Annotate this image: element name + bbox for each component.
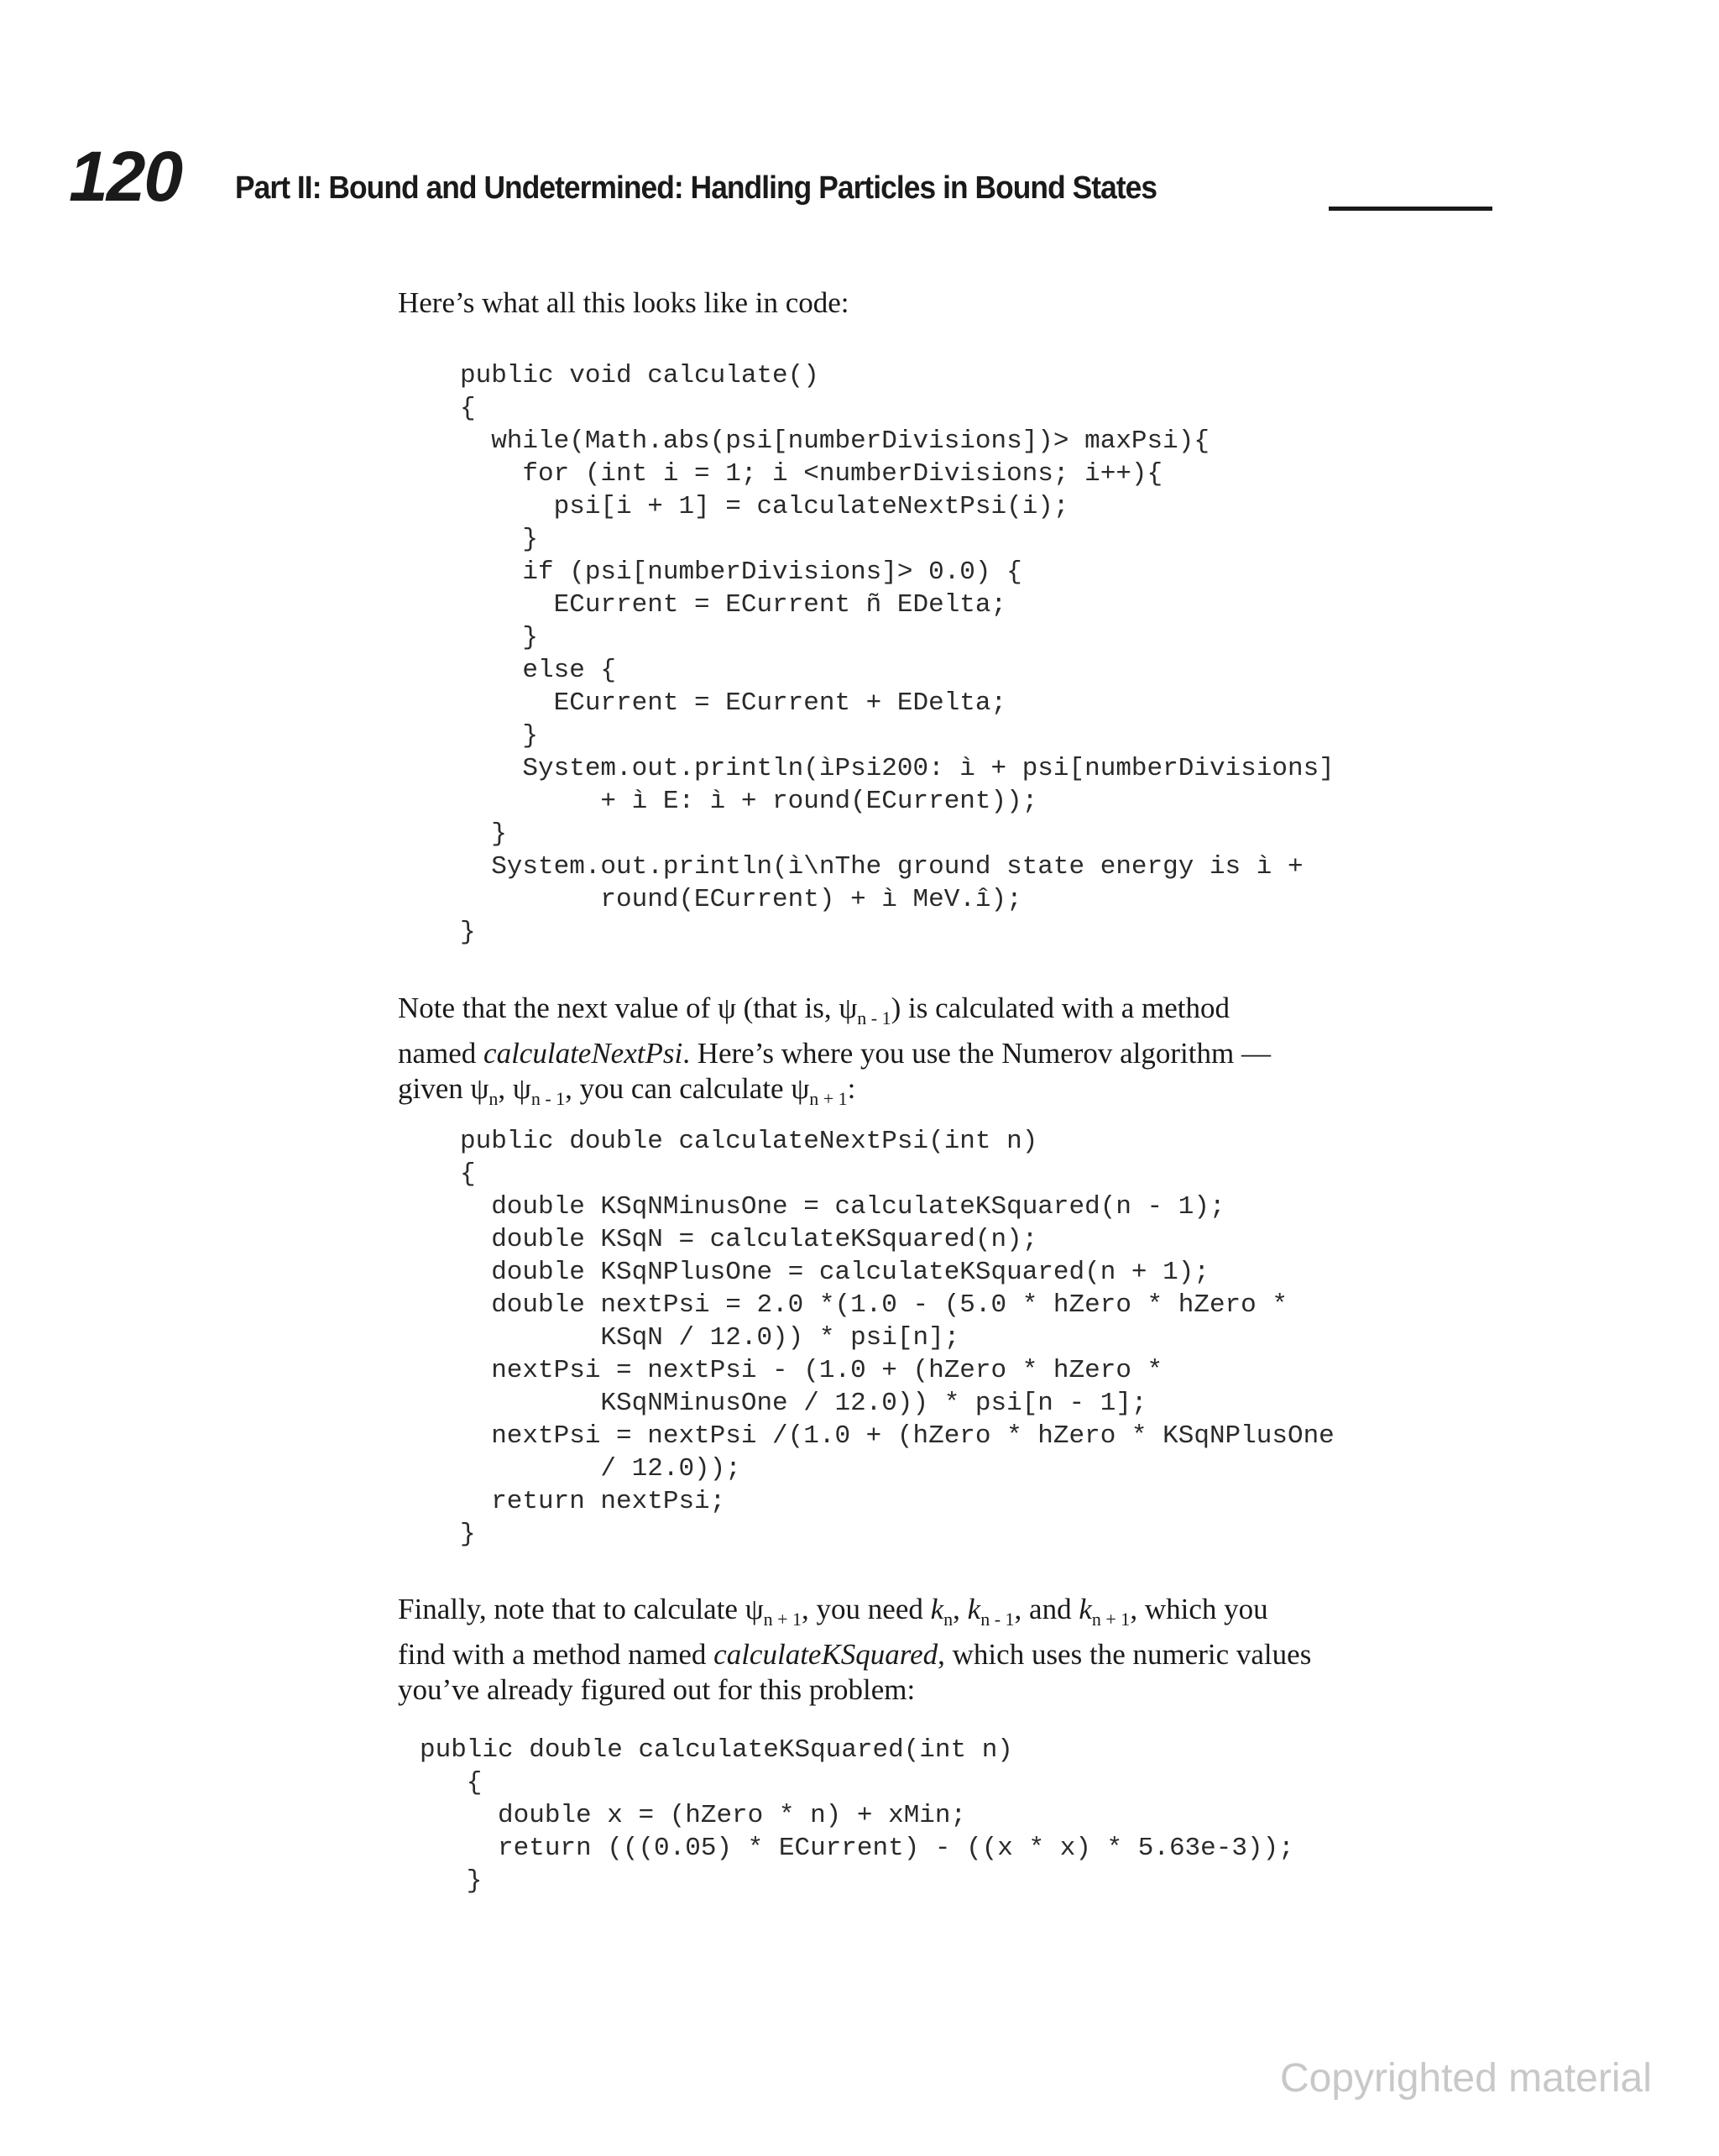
subscript: n + 1 — [1091, 1609, 1131, 1630]
code-line: nextPsi = nextPsi /(1.0 + (hZero * hZero * KSqNPlusOne — [460, 1421, 1335, 1451]
code-line: { — [420, 1768, 483, 1798]
code-line: else { — [460, 656, 617, 685]
code-block-calculate — [460, 359, 1335, 949]
code-line: public void calculate() — [460, 361, 819, 390]
code-line: round(ECurrent) + ì MeV.î); — [460, 885, 1022, 914]
copyright-watermark: Copyrighted material — [1280, 2056, 1652, 2101]
code-line: System.out.println(ìPsi200: ì + psi[numberDivisions] — [460, 754, 1335, 783]
code-line: { — [460, 394, 476, 423]
code-line: { — [460, 1159, 476, 1189]
variable-k: k — [967, 1593, 981, 1625]
code-line: } — [460, 623, 539, 652]
text-run: find with a method named — [398, 1638, 714, 1671]
code-line: System.out.println(ì\nThe ground state energy is ì + — [460, 852, 1304, 882]
text-run: . Here’s where you use the Numerov algorithm — — [682, 1037, 1271, 1070]
code-line: nextPsi = nextPsi - (1.0 + (hZero * hZero * — [460, 1356, 1163, 1385]
code-line: public double calculateNextPsi(int n) — [460, 1127, 1038, 1156]
text-run: , you can calculate ψ — [565, 1072, 810, 1105]
method-name: calculateNextPsi — [483, 1037, 683, 1070]
code-line: ECurrent = ECurrent + EDelta; — [460, 688, 1007, 718]
code-line: } — [460, 819, 507, 849]
note1-line-3 — [398, 1071, 1506, 1117]
code-line: } — [460, 1520, 476, 1549]
code-line: public double calculateKSquared(int n) — [420, 1735, 1013, 1765]
text-run: Note that the next value of ψ (that is, ψ — [398, 992, 858, 1024]
variable-k: k — [930, 1593, 944, 1625]
note2-line-2 — [398, 1637, 1506, 1672]
code-block-calculate-k-squared — [420, 1734, 1294, 1897]
code-line: } — [460, 525, 539, 554]
subscript: n + 1 — [809, 1088, 848, 1109]
text-run: , — [953, 1593, 968, 1625]
code-line: double nextPsi = 2.0 *(1.0 - (5.0 * hZero * hZero * — [460, 1290, 1288, 1320]
note1-line-2 — [398, 1036, 1506, 1071]
code-line: for (int i = 1; i <numberDivisions; i++){ — [460, 459, 1163, 489]
subscript: n - 1 — [980, 1609, 1015, 1630]
text-run: , you need — [802, 1593, 931, 1625]
text-run: , ψ — [498, 1072, 531, 1105]
text-run: named — [398, 1037, 484, 1070]
code-line: psi[i + 1] = calculateNextPsi(i); — [460, 492, 1069, 521]
code-line: return (((0.05) * ECurrent) - ((x * x) * 5.63e-3)); — [420, 1834, 1294, 1863]
page-number: 120 — [69, 137, 182, 216]
code-block-calculate-next-psi — [460, 1125, 1335, 1551]
subscript: n + 1 — [763, 1609, 802, 1630]
variable-k: k — [1079, 1593, 1092, 1625]
text-run: : — [847, 1072, 856, 1105]
subscript: n — [943, 1609, 954, 1630]
code-line: / 12.0)); — [460, 1454, 741, 1484]
code-line: return nextPsi; — [460, 1487, 726, 1516]
note-paragraph-ksquared — [398, 1592, 1506, 1708]
note1-line-1 — [398, 991, 1506, 1036]
running-head: Part II: Bound and Undetermined: Handling Particles in Bound States — [235, 170, 1157, 206]
code-line: } — [460, 721, 539, 751]
code-line: double KSqNPlusOne = calculateKSquared(n + 1); — [460, 1258, 1210, 1287]
text-run: , which uses the numeric values — [938, 1638, 1312, 1671]
header-rule — [1329, 207, 1492, 211]
text-run: Finally, note that to calculate ψ — [398, 1593, 764, 1625]
text-run: given ψ — [398, 1072, 489, 1105]
code-line: } — [420, 1866, 483, 1896]
intro-paragraph — [398, 285, 1506, 321]
text-run: ) is calculated with a method — [891, 992, 1230, 1024]
code-line: if (psi[numberDivisions]> 0.0) { — [460, 557, 1022, 587]
code-line: double KSqNMinusOne = calculateKSquared(n - 1); — [460, 1192, 1225, 1222]
code-line: + ì E: ì + round(ECurrent)); — [460, 787, 1038, 816]
intro-text: Here’s what all this looks like in code: — [398, 286, 849, 319]
code-line: } — [460, 918, 476, 947]
method-name: calculateKSquared — [713, 1638, 938, 1671]
code-line: double x = (hZero * n) + xMin; — [420, 1801, 967, 1830]
subscript: n - 1 — [530, 1088, 566, 1109]
code-line: while(Math.abs(psi[numberDivisions])> maxPsi){ — [460, 426, 1210, 456]
note2-line-1 — [398, 1592, 1506, 1637]
code-line: ECurrent = ECurrent ñ EDelta; — [460, 590, 1007, 620]
code-line: KSqN / 12.0)) * psi[n]; — [460, 1323, 960, 1353]
text-run: , and — [1014, 1593, 1079, 1625]
code-line: KSqNMinusOne / 12.0)) * psi[n - 1]; — [460, 1389, 1147, 1418]
subscript: n - 1 — [857, 1007, 891, 1028]
note2-line-3: you’ve already figured out for this problem: — [398, 1673, 916, 1706]
code-line: double KSqN = calculateKSquared(n); — [460, 1225, 1038, 1254]
subscript: n — [489, 1088, 499, 1109]
note-paragraph-numerov — [398, 991, 1506, 1117]
text-run: , which you — [1130, 1593, 1268, 1625]
